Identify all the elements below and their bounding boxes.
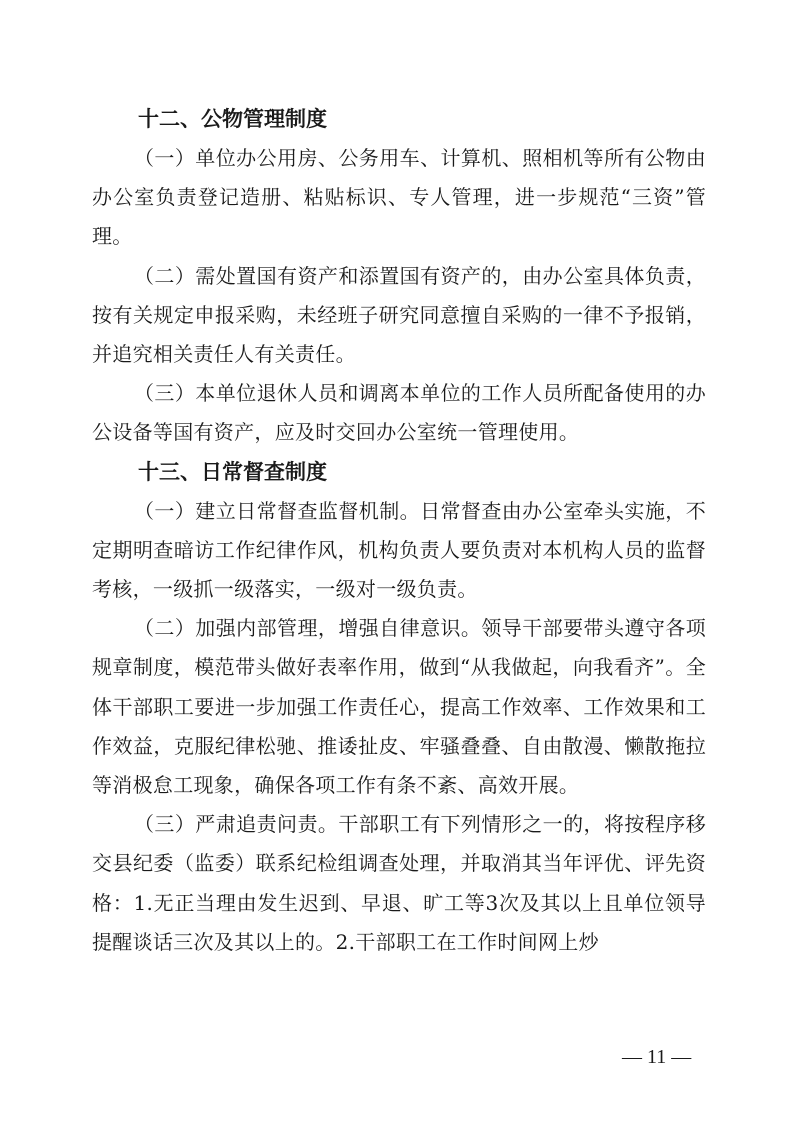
paragraph-equipment-return: （三）本单位退休人员和调离本单位的工作人员所配备使用的办公设备等国有资产，应及时交回办公室统一管理使用。 (92, 381, 706, 445)
paragraph-asset-disposal: （二）需处置国有资产和添置国有资产的，由办公室具体负责，按有关规定申报采购，未经班子研究同意擅自采购的一律不予报销，并追究相关责任人有关责任。 (92, 263, 706, 367)
page-number: — 11 — (622, 1046, 692, 1068)
page-body (92, 100, 706, 962)
paragraph-property-registration: （一）单位办公用房、公务用车、计算机、照相机等所有公物由办公室负责登记造册、粘贴标识、专人管理，进一步规范“三资”管理。 (92, 146, 706, 249)
paragraph-internal-management: （二）加强内部管理，增强自律意识。领导干部要带头遵守各项规章制度，模范带头做好表率作用，做到“从我做起，向我看齐”。全体干部职工要进一步加强工作责任心，提高工作效率、工作效果和工作效益，克服纪律松驰、推诿扯皮、牢骚叠叠、自由散漫、懒散拖拉等消极怠工现象，确保各项工作有条不紊、高效开展。 (92, 616, 706, 798)
section-heading-public-property: 十二、公物管理制度 (138, 107, 327, 131)
section-heading-daily-supervision: 十三、日常督查制度 (138, 459, 327, 484)
paragraph-supervision-mechanism: （一）建立日常督查监督机制。日常督查由办公室牵头实施，不定期明查暗访工作纪律作风，机构负责人要负责对本机构人员的监督考核，一级抓一级落实，一级对一级负责。 (92, 498, 706, 602)
paragraph-accountability: （三）严肃追责问责。干部职工有下列情形之一的，将按程序移交县纪委（监委）联系纪检组调查处理，并取消其当年评优、评先资格：1.无正当理由发生迟到、早退、旷工等3次及其以上且单位领导提醒谈话三次及其以上的。2.干部职工在工作时间网上炒 (92, 812, 706, 954)
